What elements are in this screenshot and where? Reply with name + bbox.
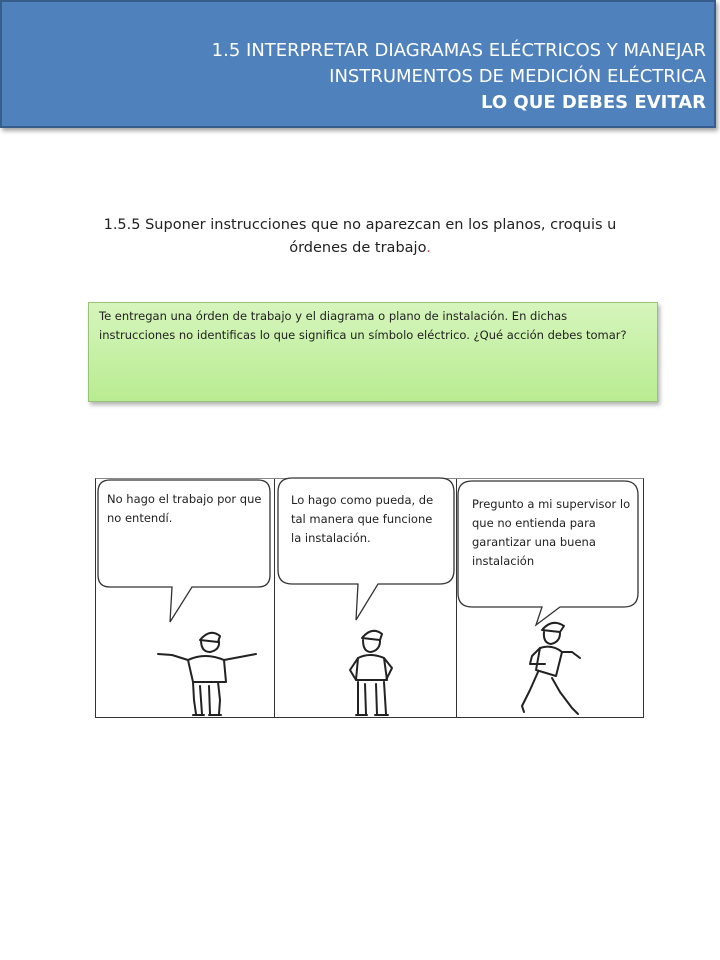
standing-worker-icon [350,631,392,715]
bubble-text-2: Lo hago como pueda, de tal manera que funcione la instalación. [291,493,434,545]
bubble-text-3: Pregunto a mi supervisor lo que no entienda para garantizar una buena instalación [472,497,631,568]
confused-worker-icon [158,633,256,715]
section-heading-line2: órdenes de trabajo [289,240,427,256]
header-title-line2: INSTRUMENTOS DE MEDICIÓN ELÉCTRICA [329,66,706,87]
walking-worker-icon [522,623,580,714]
section-heading-period: . [426,240,431,256]
header-subtitle: LO QUE DEBES EVITAR [481,92,706,113]
section-heading-line1: 1.5.5 Suponer instrucciones que no aparezcan en los planos, croquis u [103,217,617,233]
question-box: Te entregan una órden de trabajo y el diagrama o plano de instalación. En dichas instrucciones no identificas lo que significa un símbolo eléctrico. ¿Qué acción debes tomar? [88,302,658,402]
header-title-line1: 1.5 INTERPRETAR DIAGRAMAS ELÉCTRICOS Y MANEJAR [211,40,706,61]
bubble-text-1: No hago el trabajo por que no entendí. [107,492,262,525]
